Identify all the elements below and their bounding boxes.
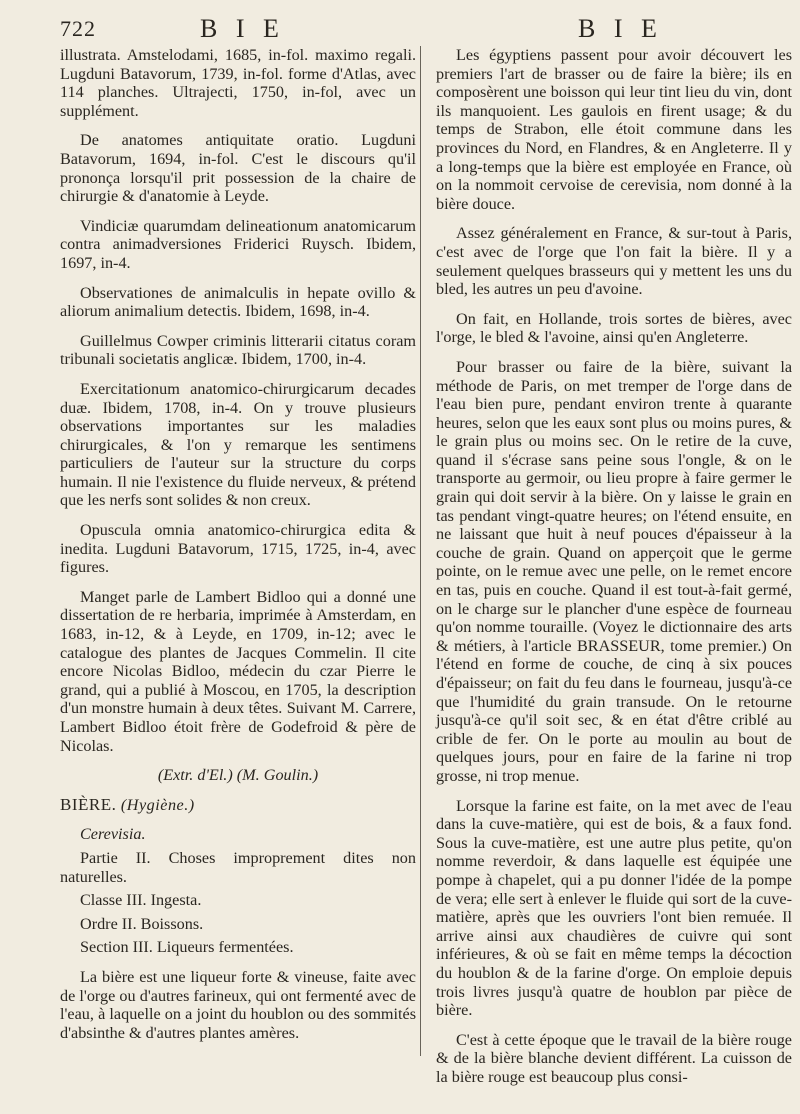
- paragraph: Vindiciæ quarumdam delineationum anatomicarum contra animadversiones Friderici Ruysch. Ibidem, 1697, in-4.: [60, 216, 416, 272]
- paragraph: De anatomes antiquitate oratio. Lugduni Batavorum, 1694, in-fol. C'est le discours qu'il prononça lorsqu'il prit possession de la chaire de chirurgie & d'anatomie à Leyde.: [60, 131, 416, 206]
- paragraph: Manget parle de Lambert Bidloo qui a donné une dissertation de re herbaria, imprimée à Amsterdam, en 1683, in-12, & à Leyde, en 1709, in-12; avec le catalogue des plantes de Jacques Commelin. Il cite encore Nicolas Bidloo, médecin du czar Pierre le grand, qui a publié à Moscou, en 1705, la description d'un monstre humain à deux têtes. Suivant M. Carrere, Lambert Bidloo étoit frère de Godefroid & père de Nicolas.: [60, 587, 416, 755]
- paragraph: La bière est une liqueur forte & vineuse, faite avec de l'orge ou d'autres farineux, qui ont fermenté avec de l'eau, à laquelle on a joint du houblon ou des sommités d'absinthe & d'autres plantes amères.: [60, 967, 416, 1042]
- left-column: [60, 46, 416, 1053]
- latin-name-text: Cerevisia.: [80, 825, 146, 844]
- paragraph: Pour brasser ou faire de la bière, suivant la méthode de Paris, on met tremper de l'orge dans de l'eau bien pure, pendant environ trente à quarante heures, selon que les eaux sont plus ou moins pures, & le grain plus ou moins sec. On le retire de la cuve, quand il s'écrase sans peine sous l'ongle, & on le transporte au germoir, ou lieu propre à faire germer le grain qui doit servir à la bière. On y laisse le grain en tas pendant vingt-quatre heures; on l'étend ensuite, en ne laissant que huit à neuf pouces d'épaisseur à la couche de grain. Quand on apperçoit que le germe pointe, on le remue avec une pelle, on le remet encore en tas, puis en couche. Quand il est tout-à-fait germé, on le charge sur le plancher d'une espèce de fourneau qu'on nomme touraille. (Voyez le dictionnaire des arts & métiers, à l'article BRASSEUR, tome premier.) On l'étend en forme de couche, de cinq à six pouces d'épaisseur; on fait du feu dans le fourneau, jusqu'à-ce que l'humidité du grain transude. On le retourne jusqu'à-ce qu'il soit sec, & en état d'être criblé au crible de fer. On le porte au moulin au bout de quelques jours, pour en faire de la farine ni trop grosse, ni trop menue.: [436, 357, 792, 785]
- paragraph: Guillelmus Cowper criminis litterarii citatus coram tribunali societatis anglicæ. Ibidem, 1700, in-4.: [60, 331, 416, 369]
- paragraph: Observationes de animalculis in hepate ovillo & aliorum animalium detectis. Ibidem, 1698, in-4.: [60, 283, 416, 321]
- right-column: [436, 46, 792, 1097]
- paragraph: illustrata. Amstelodami, 1685, in-fol. maximo regali. Lugduni Batavorum, 1739, in-fol. forme d'Atlas, avec 114 planches. Ultrajecti, 1750, in-fol, avec un supplément.: [60, 46, 416, 120]
- paragraph: Assez généralement en France, & sur-tout à Paris, c'est avec de l'orge que l'on fait la bière. Il y a seulement quelques brasseurs qui y mettent les uns du bled, les autres un peu d'avoine.: [436, 224, 792, 299]
- entry-category: (Hygiène.): [120, 795, 195, 814]
- classification-section: Section III. Liqueurs fermentées.: [80, 938, 294, 957]
- page-number: 722: [60, 16, 96, 41]
- latin-name: [60, 825, 416, 844]
- paragraph: Opuscula omnia anatomico-chirurgica edita & inedita. Lugduni Batavorum, 1715, 1725, in-4, avec figures.: [60, 521, 416, 577]
- paragraph: Les égyptiens passent pour avoir découvert les premiers l'art de brasser ou de faire la bière; ils en composèrent une boisson qui leur tint lieu du vin, dont ils manquoient. Les gaulois en firent usage; & du temps de Strabon, elle étoit commune dans les provinces du Nord, en Flandres, & en Angleterre. Il y a long-temps que la bière est employée en France, où on la nommoit cervoise de cerevisia, nom donné à la bière douce.: [436, 46, 792, 213]
- entry-headword: BIÈRE.: [60, 794, 117, 814]
- paragraph: Lorsque la farine est faite, on la met avec de l'eau dans la cuve-matière, qui est de bois, & a faux fond. Sous la cuve-matière, est une autre plus petite, qu'on nomme reverdoir, & dans laquelle est équipée une pompe à chapelet, qui a pu donner l'idée de la pompe de vera; elle sert à enlever le fluide qui sort de la cuve-matière, après que les ouvriers l'ont bien remuée. Il arrive ainsi aux chaudières de cuivre qui sont inférieures, & où se fait en même temps la décoction du houblon & de la farine d'orge. On emploie depuis trois livres jusqu'à quatre de houblon par pièce de bière.: [436, 796, 792, 1020]
- author-signature: (Extr. d'El.) (M. Goulin.): [157, 766, 319, 785]
- paragraph: Exercitationum anatomico-chirurgicarum decades duæ. Ibidem, 1708, in-4. On y trouve plusieurs observations importantes sur les maladies chirurgicales, & l'on y remarque les sentimens particuliers de l'auteur sur la structure du corps humain. Il nie l'existence du fluide nerveux, & prétend que les nerfs sont solides & non creux.: [60, 379, 416, 510]
- column-divider: [420, 46, 421, 1056]
- classification-classe: Classe III. Ingesta.: [80, 891, 202, 910]
- entry-title: [60, 796, 416, 815]
- page-header: [0, 10, 800, 44]
- running-head-right: B I E: [578, 14, 663, 43]
- classification-ordre: Ordre II. Boissons.: [80, 914, 204, 933]
- classification-partie: Partie II. Choses improprement dites non naturelles.: [60, 848, 416, 886]
- paragraph: On fait, en Hollande, trois sortes de bières, avec l'orge, le bled & l'avoine, ainsi qu'en Angleterre.: [436, 309, 792, 347]
- paragraph: C'est à cette époque que le travail de la bière rouge & de la bière blanche devient différent. La cuisson de la bière rouge est beaucoup plus consi-: [436, 1030, 792, 1086]
- running-head-left: B I E: [200, 14, 285, 43]
